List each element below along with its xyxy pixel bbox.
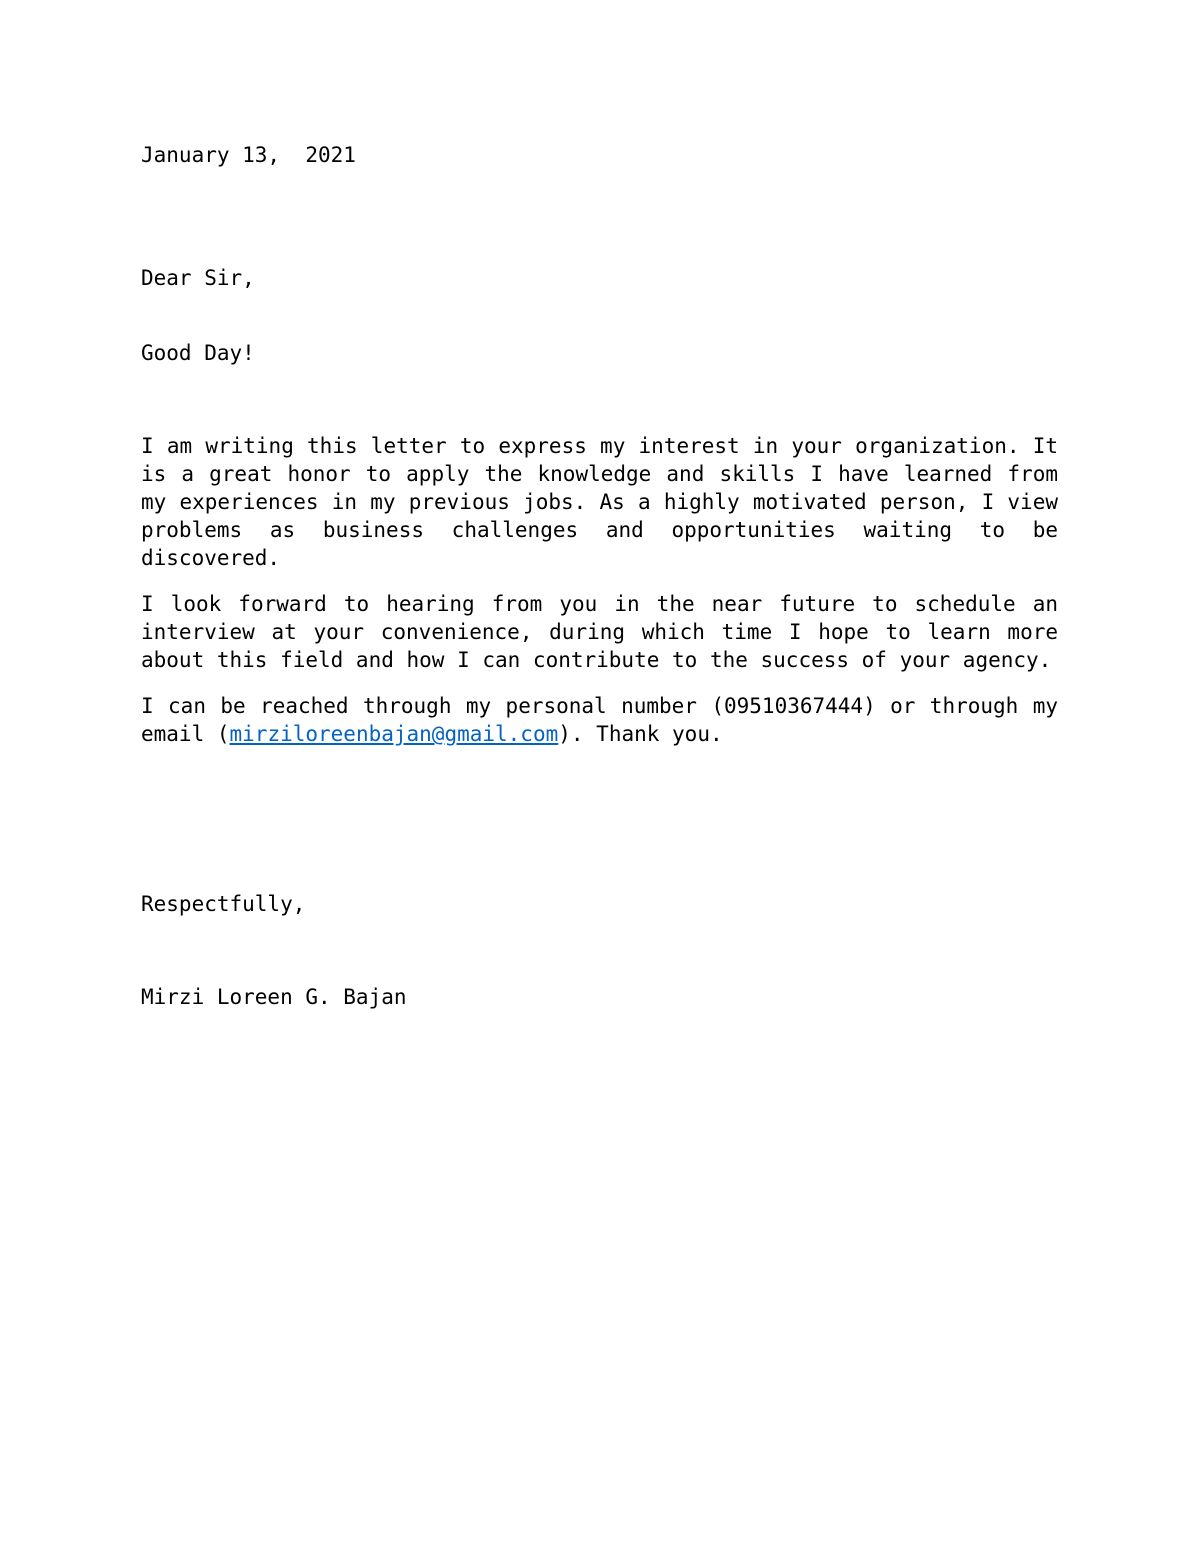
- signature-name: Mirzi Loreen G. Bajan: [141, 985, 407, 1009]
- body-paragraph-interest: I am writing this letter to express my interest in your organization. It is a great honor to apply the knowledge and skills I have learned from my experiences in my previous jobs. As a highly motivated person, I view problems as business challenges and opportunities waiting to be discovered.: [141, 434, 1058, 570]
- letter-date: January 13, 2021: [141, 143, 356, 167]
- contact-text-before-email: I can be reached through my personal number (09510367444) or through my email (: [141, 694, 1058, 746]
- salutation: Dear Sir,: [141, 266, 255, 290]
- body-paragraph-contact: [141, 692, 1058, 748]
- email-link[interactable]: mirziloreenbajan@gmail.com: [229, 722, 559, 746]
- contact-text-after-email: ). Thank you.: [558, 722, 723, 746]
- closing: Respectfully,: [141, 892, 306, 916]
- greeting: Good Day!: [141, 341, 255, 365]
- body-paragraph-interview: I look forward to hearing from you in the near future to schedule an interview at your convenience, during which time I hope to learn more about this field and how I can contribute to the success of your agency.: [141, 592, 1058, 672]
